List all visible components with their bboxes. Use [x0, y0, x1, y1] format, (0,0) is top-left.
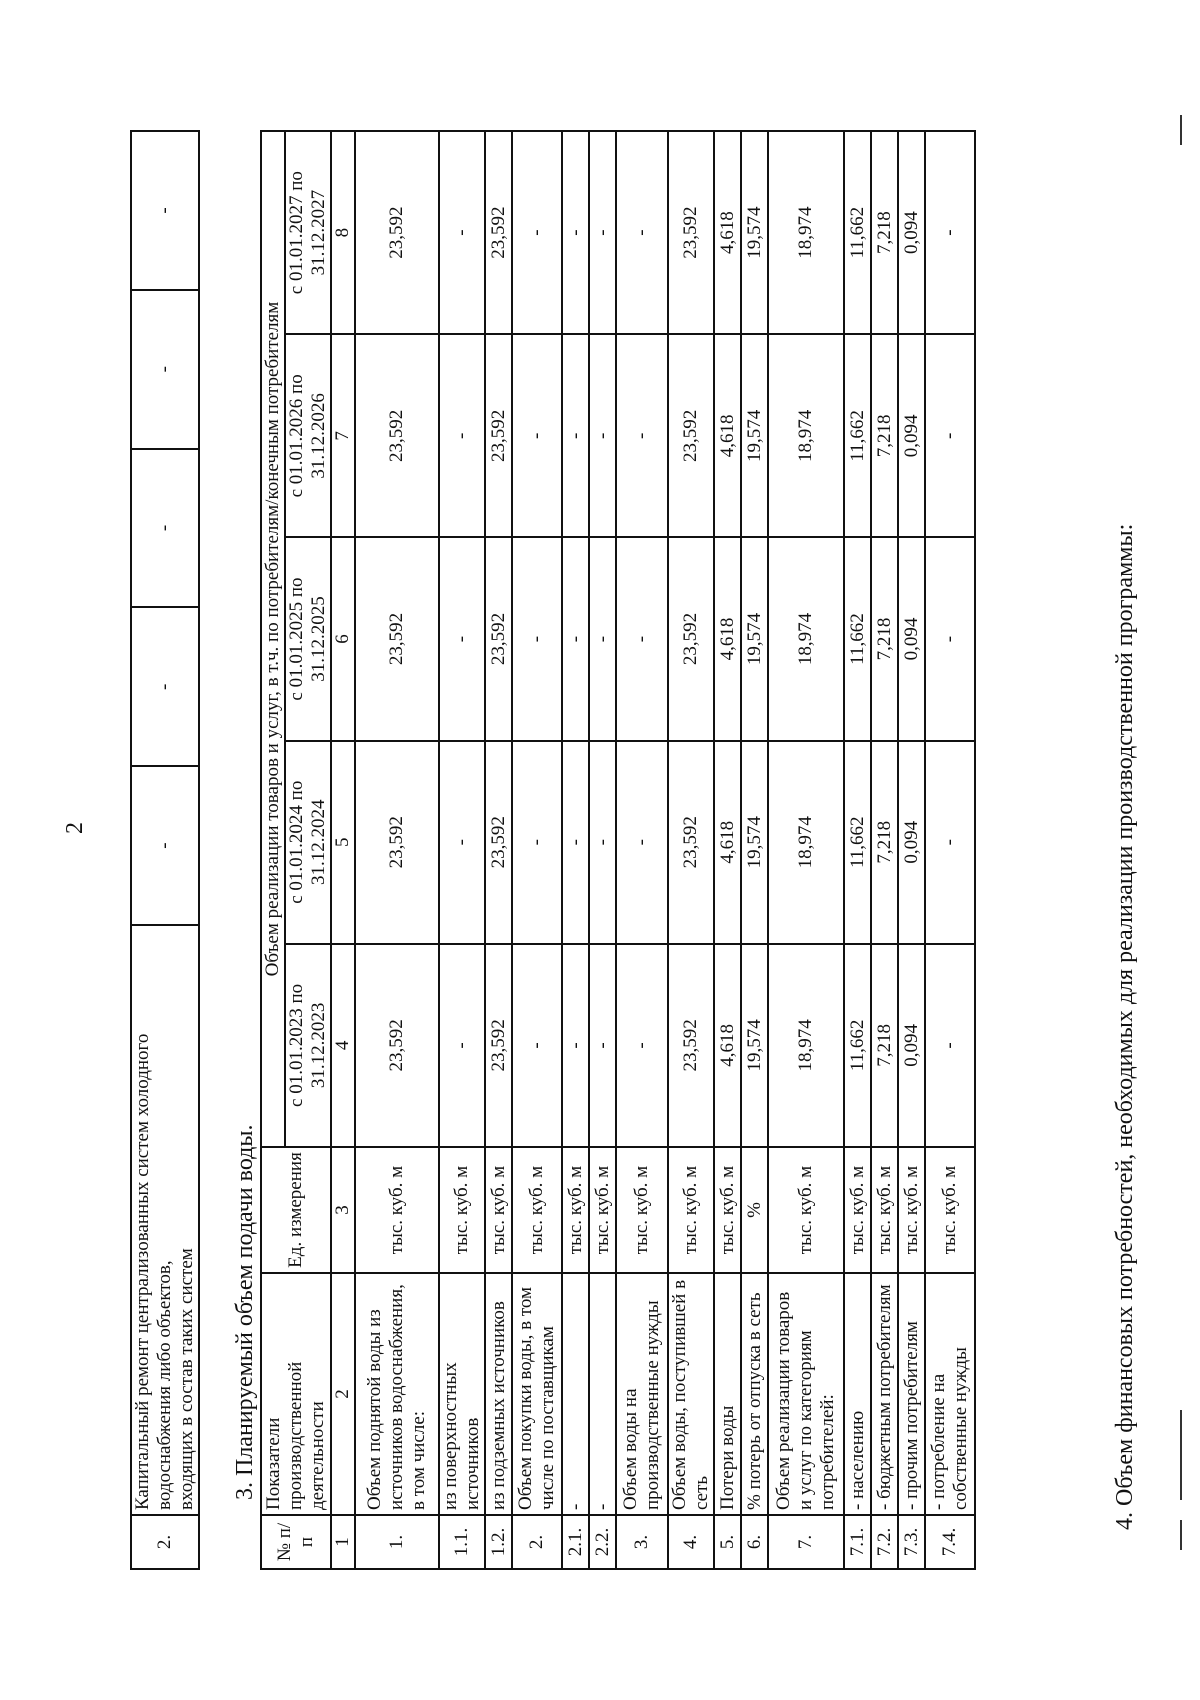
row-value: 4,618: [714, 537, 741, 740]
table-row: [741, 131, 768, 1569]
row-indicator: Объем воды, поступившей в сеть: [668, 1273, 714, 1515]
header-num: № п/п: [261, 1515, 331, 1569]
row-indicator: % потерь от отпуска в сеть: [741, 1273, 768, 1515]
row-number: 7.2.: [871, 1515, 898, 1569]
row-unit: тыс. куб. м: [668, 1147, 714, 1273]
header-unit: Ед. измерения: [261, 1147, 331, 1273]
row-indicator: Объем поднятой воды из источников водоснабжения, в том числе:: [355, 1273, 439, 1515]
value-cell: -: [131, 290, 199, 449]
section-3-title: 3. Планируемый объем подачи воды.: [232, 1124, 258, 1500]
table-row: [844, 131, 871, 1569]
row-value: 19,574: [741, 334, 768, 537]
row-value: -: [589, 334, 616, 537]
row-unit: тыс. куб. м: [925, 1147, 975, 1273]
row-value: 23,592: [355, 944, 439, 1147]
table-row: [131, 131, 199, 1569]
row-number: 1.: [355, 1515, 439, 1569]
row-number: 3.: [616, 1515, 668, 1569]
table-row: [439, 131, 485, 1569]
row-unit: тыс. куб. м: [512, 1147, 562, 1273]
row-value: 11,662: [844, 334, 871, 537]
table-row: [485, 131, 512, 1569]
row-value: 23,592: [355, 131, 439, 334]
table-row: [871, 131, 898, 1569]
row-value: 19,574: [741, 537, 768, 740]
water-supply-volume-table: [260, 130, 976, 1570]
column-index: 4: [331, 944, 355, 1147]
row-indicator: Объем реализации товаров и услуг по категориям потребителей:: [768, 1273, 844, 1515]
table-row: [668, 131, 714, 1569]
row-indicator: Потери воды: [714, 1273, 741, 1515]
row-value: 23,592: [668, 741, 714, 944]
row-unit: тыс. куб. м: [714, 1147, 741, 1273]
row-number: 7.4.: [925, 1515, 975, 1569]
row-value: -: [562, 334, 589, 537]
row-value: 7,218: [871, 944, 898, 1147]
row-value: 18,974: [768, 741, 844, 944]
row-value: 7,218: [871, 334, 898, 537]
row-value: -: [562, 741, 589, 944]
row-value: 7,218: [871, 131, 898, 334]
row-value: -: [512, 131, 562, 334]
bleed-through-mark: [1180, 115, 1182, 145]
row-value: 19,574: [741, 944, 768, 1147]
row-number: 6.: [741, 1515, 768, 1569]
header-period: с 01.01.2024 по 31.12.2024: [285, 741, 331, 944]
row-value: 7,218: [871, 741, 898, 944]
row-value: -: [512, 537, 562, 740]
row-value: -: [439, 741, 485, 944]
column-index: 6: [331, 537, 355, 740]
section-4-title: 4. Объем финансовых потребностей, необходимых для реализации производственной программы:: [1112, 523, 1138, 1530]
row-value: 23,592: [668, 944, 714, 1147]
row-value: -: [589, 131, 616, 334]
row-value: 0,094: [898, 537, 925, 740]
table-row: [589, 131, 616, 1569]
value-cell: -: [131, 131, 199, 290]
header-period: с 01.01.2027 по 31.12.2027: [285, 131, 331, 334]
bleed-through-mark: [1180, 1520, 1182, 1550]
column-index: 8: [331, 131, 355, 334]
table-row: [768, 131, 844, 1569]
row-value: 23,592: [485, 334, 512, 537]
row-indicator: из поверхностных источников: [439, 1273, 485, 1515]
column-index-row: [331, 131, 355, 1569]
row-text-line2: входящих в состав таких систем: [176, 1248, 197, 1510]
value-cell: -: [131, 766, 199, 925]
row-value: 0,094: [898, 741, 925, 944]
header-row: [261, 131, 285, 1569]
row-value: -: [562, 537, 589, 740]
row-indicator: - прочим потребителям: [898, 1273, 925, 1515]
row-value: -: [925, 131, 975, 334]
row-unit: тыс. куб. м: [439, 1147, 485, 1273]
header-period: с 01.01.2023 по 31.12.2023: [285, 944, 331, 1147]
row-value: 23,592: [355, 741, 439, 944]
row-indicator: - потребление на собственные нужды: [925, 1273, 975, 1515]
table-row: [925, 131, 975, 1569]
row-value: 0,094: [898, 131, 925, 334]
row-indicator: - населению: [844, 1273, 871, 1515]
row-value: 7,218: [871, 537, 898, 740]
row-value: -: [589, 741, 616, 944]
row-number: 2.: [512, 1515, 562, 1569]
row-value: -: [925, 334, 975, 537]
column-index: 3: [331, 1147, 355, 1273]
row-text: [131, 925, 199, 1515]
row-value: -: [616, 537, 668, 740]
row-indicator: Объем покупки воды, в том числе по поставщикам: [512, 1273, 562, 1515]
row-value: 11,662: [844, 741, 871, 944]
row-number: 1.2.: [485, 1515, 512, 1569]
row-value: -: [616, 131, 668, 334]
row-value: 11,662: [844, 131, 871, 334]
row-value: -: [589, 944, 616, 1147]
row-value: -: [616, 944, 668, 1147]
capital-repair-table: [130, 130, 200, 1570]
row-indicator: -: [589, 1273, 616, 1515]
row-value: -: [925, 944, 975, 1147]
row-value: 18,974: [768, 131, 844, 334]
value-cell: -: [131, 607, 199, 766]
table-row: [562, 131, 589, 1569]
row-value: -: [439, 537, 485, 740]
row-value: 19,574: [741, 741, 768, 944]
row-value: 23,592: [355, 537, 439, 740]
row-value: 18,974: [768, 537, 844, 740]
row-indicator: -: [562, 1273, 589, 1515]
row-value: -: [439, 944, 485, 1147]
column-index: 1: [331, 1515, 355, 1569]
row-unit: тыс. куб. м: [898, 1147, 925, 1273]
row-value: -: [439, 131, 485, 334]
row-number: 2.: [131, 1515, 199, 1569]
row-value: -: [925, 537, 975, 740]
column-index: 5: [331, 741, 355, 944]
row-value: 18,974: [768, 944, 844, 1147]
row-indicator: из подземных источников: [485, 1273, 512, 1515]
row-value: 11,662: [844, 944, 871, 1147]
row-number: 1.1.: [439, 1515, 485, 1569]
row-value: -: [562, 131, 589, 334]
row-number: 5.: [714, 1515, 741, 1569]
row-text-line1: Капитальный ремонт централизованных систем холодного водоснабжения либо объектов,: [132, 1033, 175, 1510]
row-unit: тыс. куб. м: [844, 1147, 871, 1273]
row-value: 0,094: [898, 334, 925, 537]
row-value: 4,618: [714, 944, 741, 1147]
row-value: -: [512, 334, 562, 537]
row-value: 19,574: [741, 131, 768, 334]
row-value: 23,592: [485, 537, 512, 740]
table-row: [714, 131, 741, 1569]
table-row: [355, 131, 439, 1569]
row-value: -: [616, 334, 668, 537]
table-body: [355, 131, 975, 1569]
row-value: 18,974: [768, 334, 844, 537]
row-unit: тыс. куб. м: [768, 1147, 844, 1273]
column-index: 7: [331, 334, 355, 537]
row-number: 2.2.: [589, 1515, 616, 1569]
row-value: -: [616, 741, 668, 944]
row-value: 4,618: [714, 131, 741, 334]
table-row: [512, 131, 562, 1569]
row-value: -: [925, 741, 975, 944]
row-value: 11,662: [844, 537, 871, 740]
table-row: [898, 131, 925, 1569]
row-value: 23,592: [668, 334, 714, 537]
header-group: Объем реализации товаров и услуг, в т.ч. по потребителям/конечным потребителям: [261, 131, 285, 1147]
row-value: 23,592: [668, 131, 714, 334]
row-value: -: [589, 537, 616, 740]
row-unit: тыс. куб. м: [589, 1147, 616, 1273]
row-value: -: [562, 944, 589, 1147]
value-cell: -: [131, 449, 199, 608]
row-value: 23,592: [485, 944, 512, 1147]
row-unit: тыс. куб. м: [355, 1147, 439, 1273]
row-value: 4,618: [714, 334, 741, 537]
row-unit: тыс. куб. м: [562, 1147, 589, 1273]
row-unit: %: [741, 1147, 768, 1273]
header-period: с 01.01.2025 по 31.12.2025: [285, 537, 331, 740]
row-value: -: [439, 334, 485, 537]
page-number: 2: [62, 822, 88, 834]
row-indicator: - бюджетным потребителям: [871, 1273, 898, 1515]
column-index: 2: [331, 1273, 355, 1515]
header-period: с 01.01.2026 по 31.12.2026: [285, 334, 331, 537]
row-number: 4.: [668, 1515, 714, 1569]
row-value: -: [512, 741, 562, 944]
row-number: 7.3.: [898, 1515, 925, 1569]
row-unit: тыс. куб. м: [871, 1147, 898, 1273]
row-value: -: [512, 944, 562, 1147]
header-indicator: Показатели производственной деятельности: [261, 1273, 331, 1515]
table-row: [616, 131, 668, 1569]
row-value: 0,094: [898, 944, 925, 1147]
row-value: 23,592: [485, 741, 512, 944]
row-indicator: Объем воды на производственные нужды: [616, 1273, 668, 1515]
row-value: 4,618: [714, 741, 741, 944]
row-value: 23,592: [485, 131, 512, 334]
row-unit: тыс. куб. м: [485, 1147, 512, 1273]
row-number: 7.: [768, 1515, 844, 1569]
row-value: 23,592: [668, 537, 714, 740]
row-unit: тыс. куб. м: [616, 1147, 668, 1273]
row-number: 2.1.: [562, 1515, 589, 1569]
row-value: 23,592: [355, 334, 439, 537]
row-number: 7.1.: [844, 1515, 871, 1569]
bleed-through-mark: [1180, 1410, 1182, 1500]
